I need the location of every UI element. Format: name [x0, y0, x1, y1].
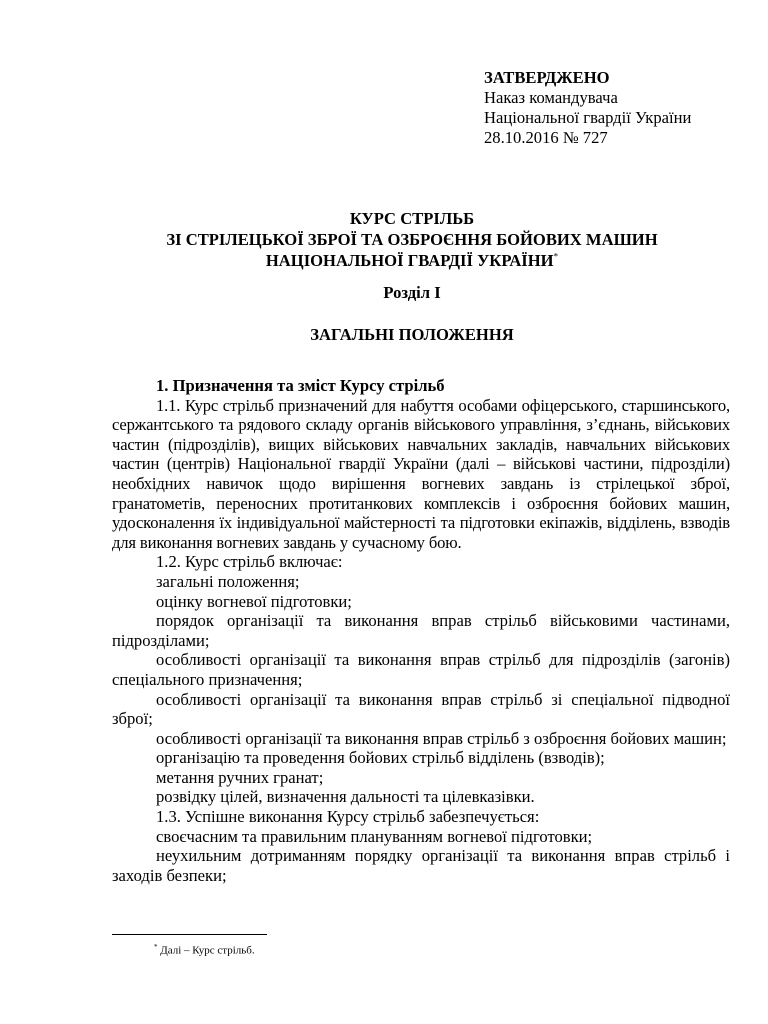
subsection-heading: 1. Призначення та зміст Курсу стрільб	[156, 376, 445, 395]
approval-title: ЗАТВЕРДЖЕНО	[484, 68, 610, 87]
paragraph: 1.2. Курс стрільб включає:	[156, 552, 343, 572]
title-line: КУРС СТРІЛЬБ	[349, 209, 475, 228]
list-item: неухильним дотриманням порядку організації та виконання вправ стрільб і заходів безпеки;	[112, 846, 730, 885]
body-text	[112, 376, 730, 885]
approval-line: Наказ командувача	[484, 88, 618, 107]
paragraph: 1.3. Успішне виконання Курсу стрільб забезпечується:	[156, 807, 540, 827]
list-item: порядок організації та виконання вправ стрільб військовими частинами, підрозділами;	[112, 611, 730, 650]
footnote-text: Далі – Курс стрільб.	[160, 944, 255, 957]
footnote-marker: *	[553, 251, 559, 262]
list-item: розвідку цілей, визначення дальності та цілевказівки.	[156, 787, 535, 807]
paragraph: 1.1. Курс стрільб призначений для набуття особами офіцерського, старшинського, сержантського та рядового складу органів військового управління, з’єднань, військових частин (підрозділів), вищих військових навчальних закладів, навчальних військових частин (центрів) Національної гвардії України (далі – військові частини, підрозділи) необхідних навичок щодо вирішення вогневих завдань із стрілецької зброї, гранатометів, переносних протитанкових комплексів і озброєння бойових машин, удосконалення їх індивідуальної майстерності та підготовки екіпажів, відділень, взводів для виконання вогневих завдань у сучасному бою.	[112, 395, 730, 552]
section-number: Розділ І	[383, 283, 441, 302]
approval-block	[484, 68, 754, 148]
document-title	[112, 208, 712, 271]
list-item: оцінку вогневої підготовки;	[156, 591, 352, 611]
list-item: своєчасним та правильним плануванням вогневої підготовки;	[156, 826, 593, 846]
footnote-separator	[112, 934, 267, 935]
title-line: ЗІ СТРІЛЕЦЬКОЇ ЗБРОЇ ТА ОЗБРОЄННЯ БОЙОВИХ МАШИН	[166, 230, 658, 249]
list-item: загальні положення;	[156, 571, 300, 591]
footnote	[154, 940, 255, 958]
title-line-text: НАЦІОНАЛЬНОЇ ГВАРДІЇ УКРАЇНИ	[265, 251, 554, 270]
list-item: особливості організації та виконання вправ стрільб для підрозділів (загонів) спеціального призначення;	[112, 650, 730, 689]
list-item: особливості організації та виконання вправ стрільб з озброєння бойових машин;	[156, 728, 727, 748]
approval-date: 28.10.2016 № 727	[484, 128, 608, 147]
title-line	[112, 250, 712, 271]
list-item: особливості організації та виконання вправ стрільб зі спеціальної підводної зброї;	[112, 689, 730, 729]
list-item: метання ручних гранат;	[156, 767, 324, 787]
section-name: ЗАГАЛЬНІ ПОЛОЖЕННЯ	[310, 325, 514, 344]
approval-line: Національної гвардії України	[484, 108, 692, 127]
list-item: організацію та проведення бойових стрільб відділень (взводів);	[156, 748, 605, 768]
footnote-mark: *	[154, 943, 158, 951]
